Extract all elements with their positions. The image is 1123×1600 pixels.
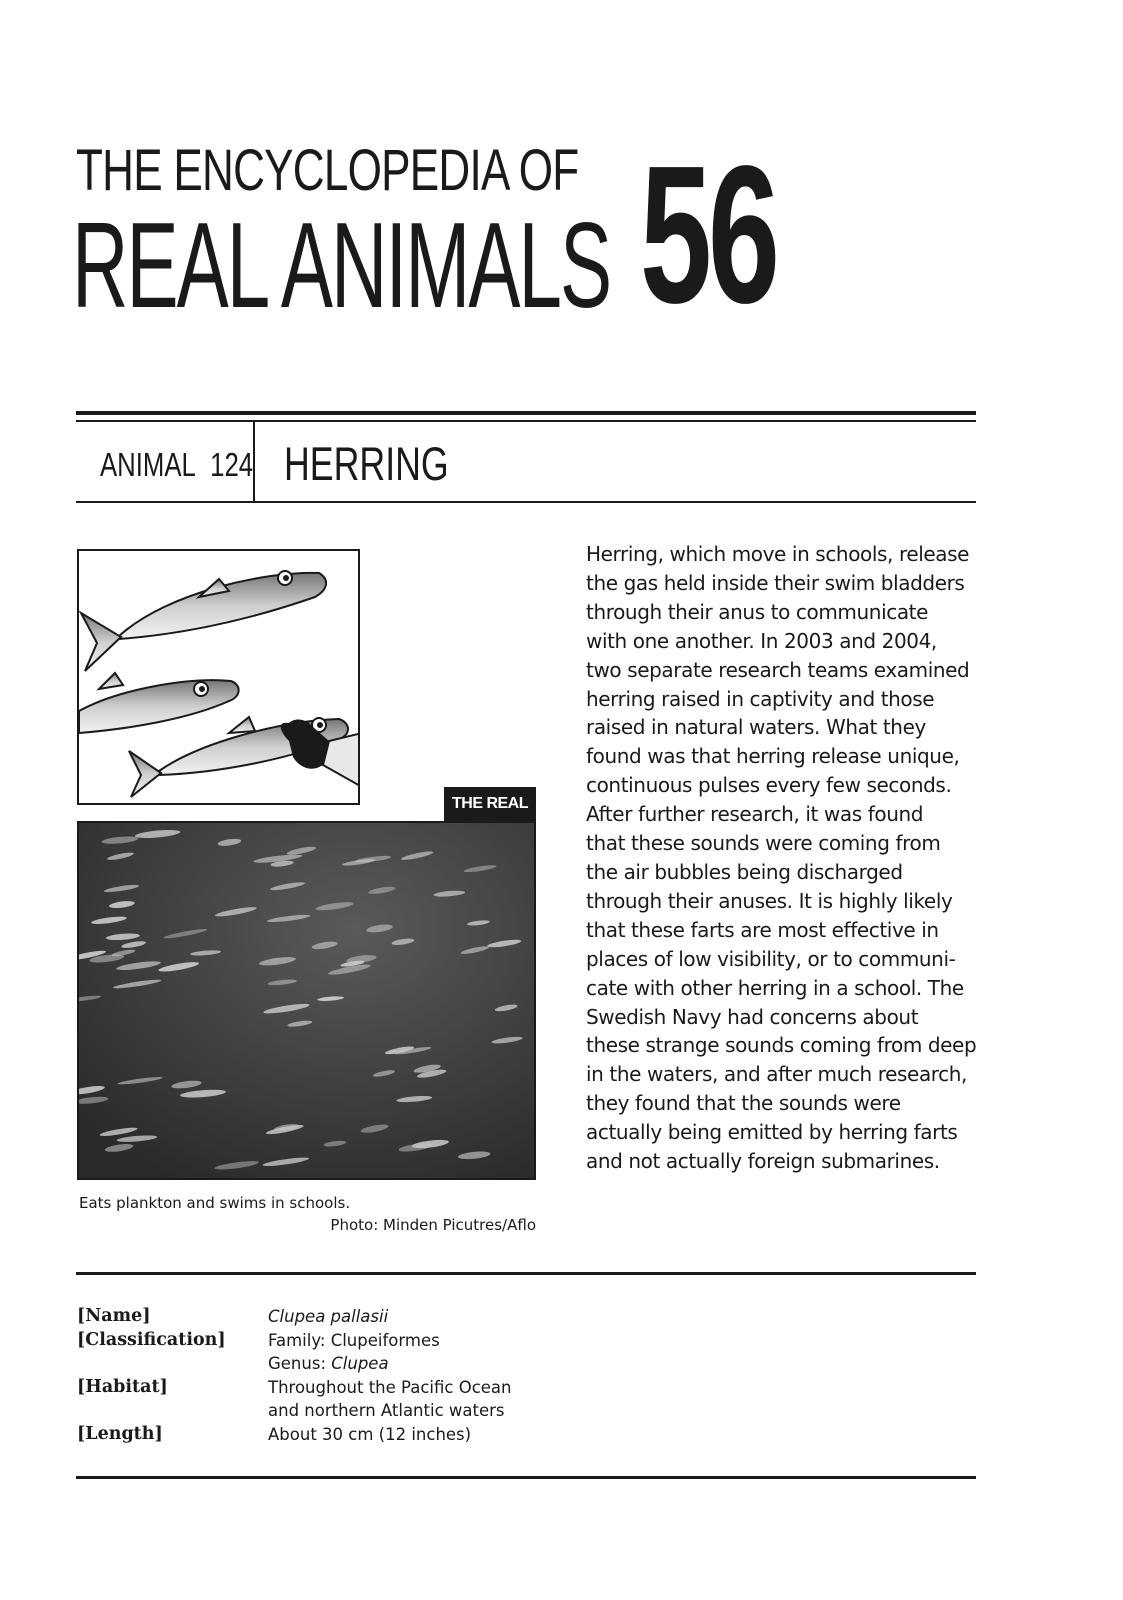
header-divider — [253, 422, 255, 502]
classification-label: [Classification] — [77, 1330, 226, 1350]
body-line: Swedish Navy had concerns about — [586, 1004, 919, 1029]
animal-name: HERRING — [284, 437, 449, 490]
facts-bottom-rule — [76, 1476, 976, 1479]
animal-label: ANIMAL — [100, 446, 196, 483]
real-thing-label: THE REAL — [444, 787, 536, 821]
photo-caption: Eats plankton and swims in schools. — [79, 1194, 351, 1212]
body-line: they found that the sounds were — [586, 1091, 901, 1116]
family-prefix: Family: — [268, 1331, 331, 1350]
header-bottom-rule — [76, 501, 976, 503]
body-line: cate with other herring in a school. The — [586, 975, 964, 1000]
name-label: [Name] — [77, 1306, 151, 1326]
animal-number — [100, 442, 253, 488]
genus-prefix: Genus: — [268, 1354, 332, 1373]
habitat-line-1: Throughout the Pacific Ocean — [268, 1378, 512, 1397]
body-line: two separate research teams examined — [586, 657, 970, 682]
body-line: Herring, which move in schools, release — [586, 542, 970, 566]
body-line: the gas held inside their swim bladders — [586, 570, 965, 595]
body-line: After further research, it was found — [586, 802, 924, 827]
body-line: the air bubbles being discharged — [586, 859, 903, 884]
animal-number-value: 124 — [210, 446, 254, 483]
title-line-2: REAL ANIMALS — [72, 197, 611, 333]
body-line: places of low visibility, or to communi- — [586, 946, 956, 971]
top-rule-thin — [76, 420, 976, 422]
body-line: that these farts are most effective in — [586, 917, 939, 942]
habitat-label: [Habitat] — [77, 1377, 168, 1397]
herring-school-photo-image — [79, 823, 536, 1180]
body-line: that these sounds were coming from — [586, 831, 941, 856]
body-line: actually being emitted by herring farts — [586, 1120, 958, 1145]
photo-credit: Photo: Minden Picutres/Aflo — [330, 1216, 536, 1234]
body-line: raised in natural waters. What they — [586, 715, 926, 740]
body-line: herring raised in captivity and those — [586, 686, 935, 711]
title-line-1: THE ENCYCLOPEDIA OF — [76, 138, 579, 203]
top-rule-thick — [76, 411, 976, 415]
body-line: with one another. In 2003 and 2004, — [586, 628, 937, 653]
body-line: continuous pulses every few seconds. — [586, 773, 952, 798]
body-line: these strange sounds coming from deep — [586, 1033, 977, 1058]
body-line: through their anuses. It is highly likely — [586, 888, 953, 913]
body-line: found was that herring release unique, — [586, 744, 960, 769]
body-text — [586, 540, 986, 1176]
herring-school-photo — [77, 821, 536, 1180]
body-line: and not actually foreign submarines. — [586, 1149, 940, 1174]
body-line: in the waters, and after much research, — [586, 1062, 968, 1087]
length-value: About 30 cm (12 inches) — [268, 1425, 472, 1444]
herring-illustration — [77, 549, 360, 805]
genus-name: Clupea — [331, 1354, 389, 1373]
body-line: through their anus to communicate — [586, 599, 929, 624]
genus-value — [268, 1352, 389, 1376]
volume-number: 56 — [640, 125, 776, 344]
name-value: Clupea pallasii — [268, 1307, 389, 1326]
length-label: [Length] — [77, 1424, 163, 1444]
family-value — [268, 1329, 440, 1353]
habitat-line-2: and northern Atlantic waters — [268, 1401, 505, 1420]
facts-top-rule — [76, 1272, 976, 1275]
herring-illustration-drawing — [79, 551, 360, 805]
family-name: Clupeiformes — [330, 1331, 440, 1350]
